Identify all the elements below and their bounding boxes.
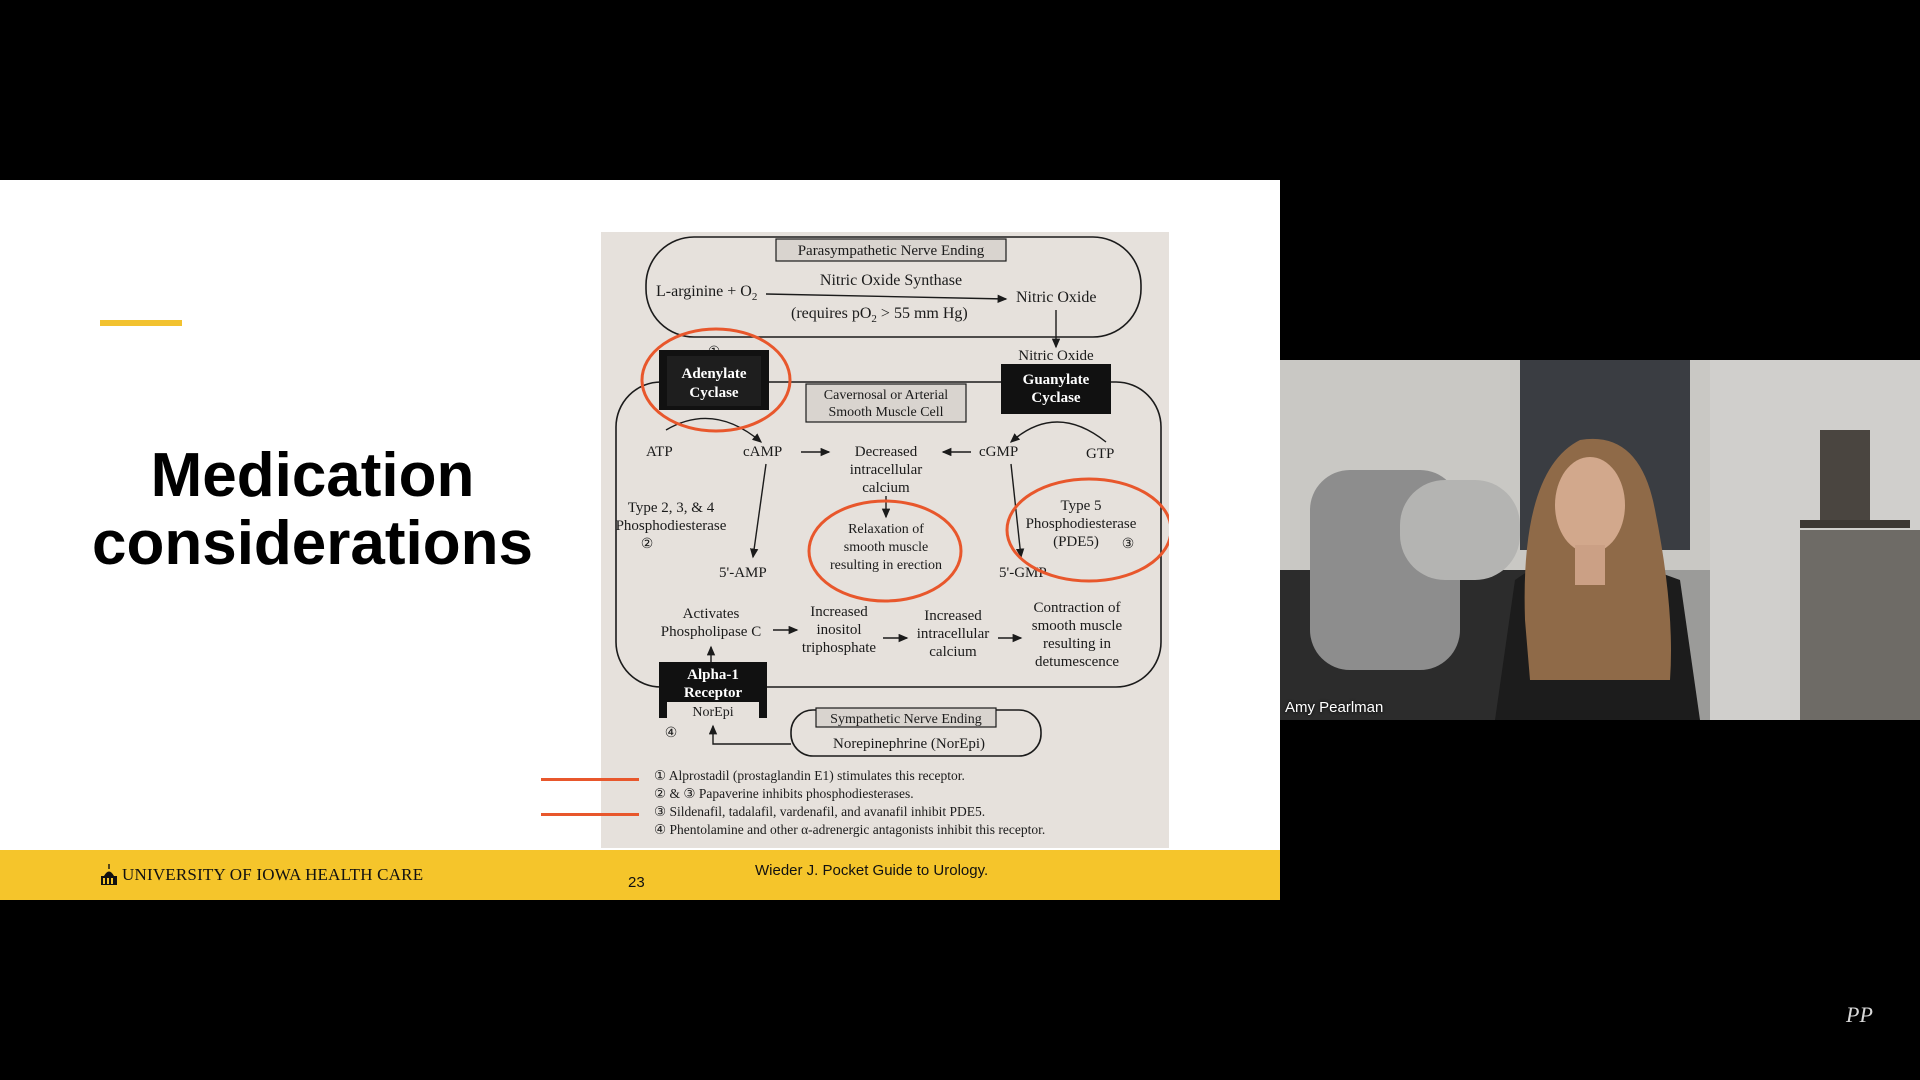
title-accent-bar: [100, 320, 182, 326]
pde-234-number: ②: [640, 537, 654, 552]
svg-text:triphosphate: triphosphate: [801, 640, 877, 656]
page-number: 23: [628, 874, 645, 891]
erection-pathway-diagram: [601, 232, 1169, 848]
alpha1-receptor-label: Alpha-1: [687, 667, 739, 683]
increased-calcium-label: Increased: [924, 608, 982, 624]
note-3-highlight-line: [541, 813, 639, 816]
svg-text:smooth muscle: smooth muscle: [843, 540, 929, 555]
adenylate-cyclase-label: Adenylate: [681, 366, 747, 382]
norepinephrine-label: Norepinephrine (NorEpi): [832, 736, 986, 752]
svg-text:inositol: inositol: [816, 622, 862, 638]
note-1: ① Alprostadil (prostaglandin E1) stimulates this receptor.: [654, 768, 965, 783]
brand-watermark: PP: [1846, 1002, 1873, 1027]
participant-video-tile[interactable]: [1280, 360, 1920, 720]
svg-text:(PDE5): (PDE5): [1053, 534, 1099, 550]
gmp5-label: 5'-GMP: [999, 565, 1047, 581]
svg-text:Cyclase: Cyclase: [1031, 390, 1081, 406]
participant-video-feed: [1280, 360, 1920, 720]
note-4: ④ Phentolamine and other α-adrenergic antagonists inhibit this receptor.: [654, 822, 1046, 837]
camp-label: cAMP: [743, 444, 783, 460]
pde-234-label: Type 2, 3, & 4: [627, 500, 715, 516]
svg-text:(requires pO2 > 55 mm Hg): (requires $pO_2 > 55$ mm Hg): [791, 305, 968, 325]
cell-label: Cavernosal or Arterial: [823, 388, 949, 403]
svg-text:Phosphodiesterase: Phosphodiesterase: [1025, 516, 1137, 532]
svg-text:resulting in: resulting in: [1043, 636, 1111, 652]
phospholipase-label: Activates: [682, 606, 740, 622]
sympathetic-label: Sympathetic Nerve Ending: [830, 712, 982, 727]
relaxation-label: Relaxation of: [848, 522, 924, 537]
slide-title: Medication considerations: [92, 441, 533, 578]
svg-text:detumescence: detumescence: [1034, 654, 1120, 670]
svg-text:calcium: calcium: [862, 480, 910, 496]
contraction-label: Contraction of: [1033, 600, 1121, 616]
svg-text:Smooth Muscle Cell: Smooth Muscle Cell: [828, 405, 944, 420]
guanylate-cyclase-label: Nitric Oxide: [1018, 348, 1094, 364]
svg-text:calcium: calcium: [929, 644, 977, 660]
svg-text:smooth muscle: smooth muscle: [1031, 618, 1123, 634]
pde5-label: Type 5: [1060, 498, 1102, 514]
svg-text:Phospholipase C: Phospholipase C: [660, 624, 762, 640]
amp5-label: 5'-AMP: [719, 565, 767, 581]
parasympathetic-label: Parasympathetic Nerve Ending: [797, 243, 985, 259]
presentation-slide: [0, 180, 1280, 900]
norepi-label: NorEpi: [692, 705, 734, 720]
svg-text:Receptor: Receptor: [683, 685, 743, 701]
l-arginine-label: L-arginine + O: [656, 283, 752, 300]
svg-text:intracellular: intracellular: [916, 626, 990, 642]
svg-text:intracellular: intracellular: [849, 462, 923, 478]
requires-label: (requires pO: [791, 305, 872, 322]
atp-label: ATP: [646, 444, 673, 460]
svg-text:Cyclase: Cyclase: [689, 385, 739, 401]
svg-text:Phosphodiesterase: Phosphodiesterase: [615, 518, 727, 534]
decreased-calcium-label: Decreased: [854, 444, 918, 460]
alpha1-number: ④: [664, 726, 678, 741]
svg-text:L-arginine + O2: L-arginine + $O_2$: [656, 283, 758, 303]
citation: Wieder J. Pocket Guide to Urology.: [755, 862, 989, 879]
note-2: ② & ③ Papaverine inhibits phosphodiesterases.: [654, 786, 914, 801]
note-1-highlight-line: [541, 778, 639, 781]
note-3: ③ Sildenafil, tadalafil, vardenafil, and avanafil inhibit PDE5.: [654, 804, 986, 819]
university-logo: [100, 864, 423, 886]
participant-name-label: Amy Pearlman: [1285, 699, 1384, 716]
cgmp-label: cGMP: [979, 444, 1019, 460]
inositol-label: Increased: [810, 604, 868, 620]
logo-text: UNIVERSITY OF IOWA HEALTH CARE: [122, 865, 424, 884]
gtp-label: GTP: [1086, 446, 1115, 462]
svg-text:resulting in erection: resulting in erection: [830, 558, 942, 573]
slide-footer: [0, 850, 1280, 900]
nos-label: Nitric Oxide Synthase: [819, 272, 963, 289]
capitol-building-icon: [100, 864, 118, 886]
nitric-oxide-label: Nitric Oxide: [1016, 289, 1097, 306]
pde5-number: ③: [1121, 537, 1135, 552]
svg-text:Guanylate: Guanylate: [1022, 372, 1090, 388]
